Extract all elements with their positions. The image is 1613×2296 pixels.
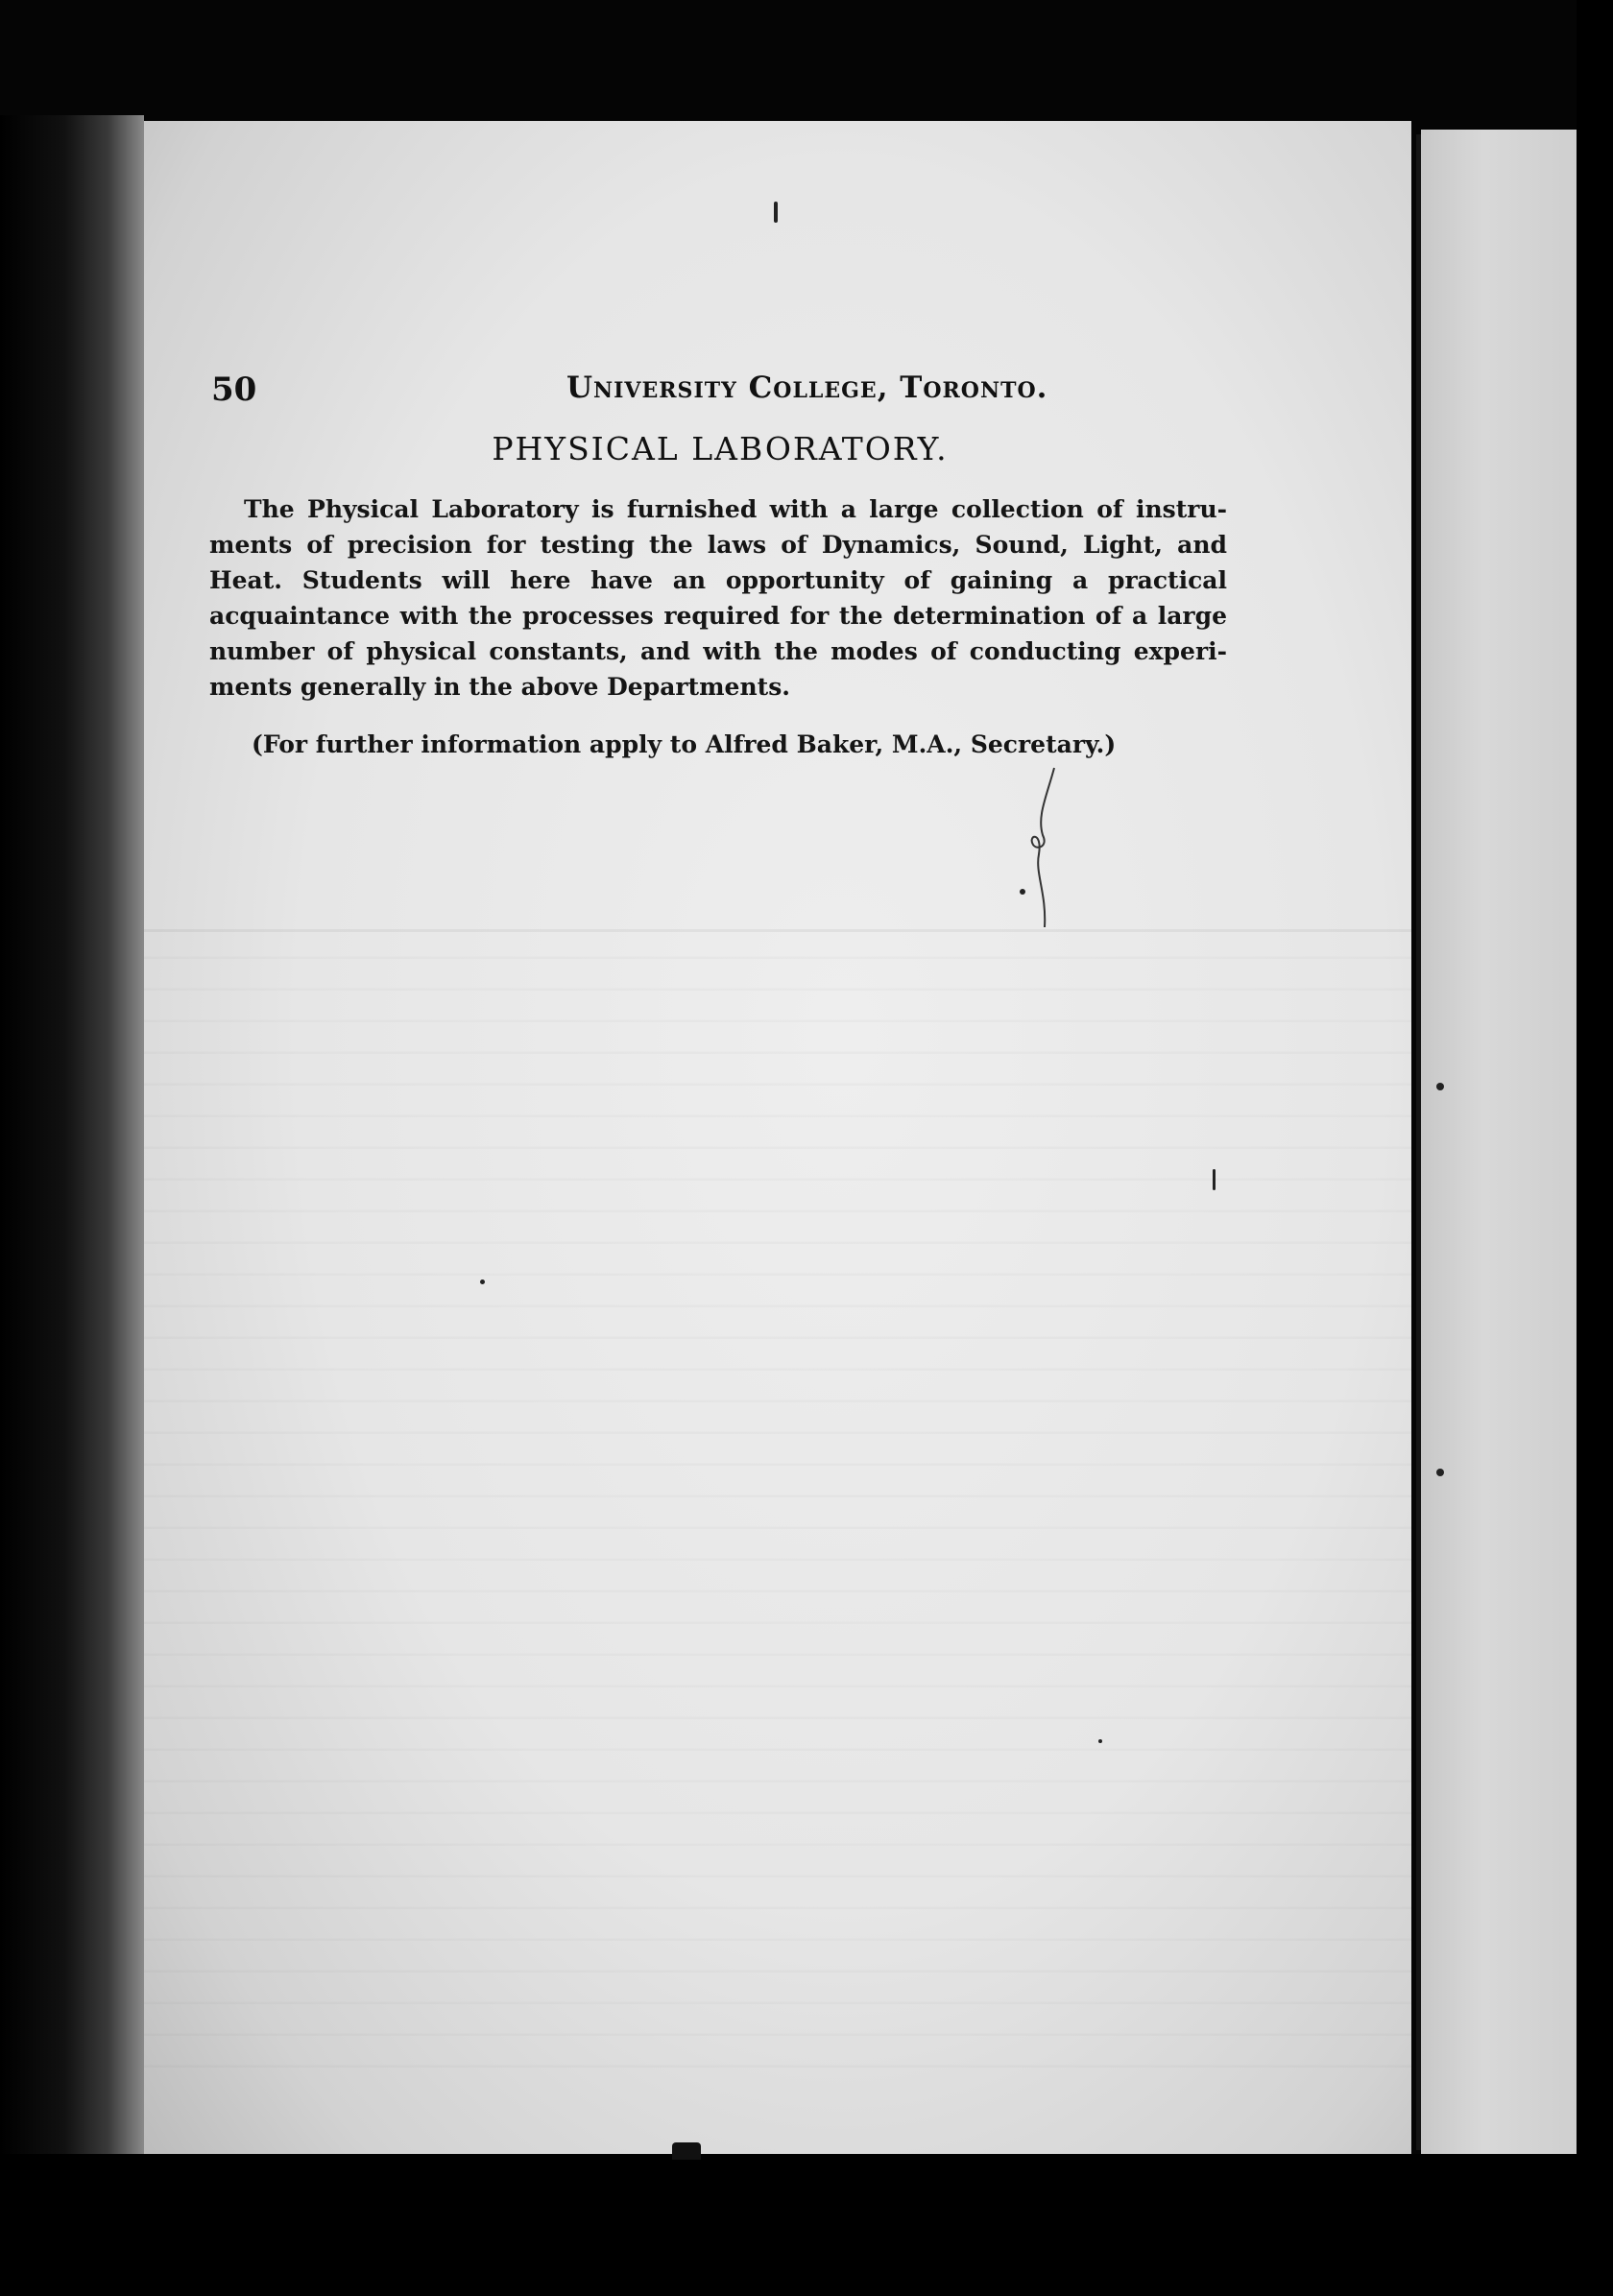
running-head: University College, Toronto. bbox=[566, 371, 1048, 405]
ink-speck bbox=[1436, 1083, 1444, 1090]
ink-speck bbox=[1213, 1169, 1216, 1190]
book-spine-edge bbox=[0, 115, 144, 2188]
bleed-through-area bbox=[144, 927, 1411, 2079]
paragraph-line: number of physical constants, and with the modes of conducting experi- bbox=[209, 637, 1227, 665]
ink-speck bbox=[480, 1280, 485, 1284]
clip-mark bbox=[672, 2142, 701, 2160]
ink-speck bbox=[1098, 1739, 1102, 1743]
ink-speck bbox=[774, 202, 778, 223]
section-title: PHYSICAL LABORATORY. bbox=[492, 430, 949, 467]
paragraph-line: The Physical Laboratory is furnished with a large collection of instru- bbox=[244, 495, 1227, 523]
ink-speck bbox=[1436, 1469, 1444, 1476]
right-shadow bbox=[1577, 0, 1613, 2296]
pencil-mark bbox=[999, 758, 1056, 931]
paragraph-line: Heat. Students will here have an opportunity of gaining a practical bbox=[209, 566, 1227, 594]
paragraph-line: ments of precision for testing the laws of Dynamics, Sound, Light, and bbox=[209, 531, 1227, 559]
gutter-line bbox=[1416, 134, 1421, 2150]
page-number: 50 bbox=[211, 371, 257, 409]
bottom-shadow bbox=[0, 2154, 1613, 2296]
paragraph-line: ments generally in the above Departments. bbox=[209, 673, 790, 701]
contact-note: (For further information apply to Alfred Baker, M.A., Secretary.) bbox=[252, 730, 1117, 758]
paragraph-line: acquaintance with the processes required for the determination of a large bbox=[209, 602, 1227, 630]
laboratory-paragraph bbox=[209, 491, 1227, 705]
ink-speck bbox=[1020, 889, 1025, 895]
book-page bbox=[144, 121, 1411, 2154]
facing-page-edge bbox=[1421, 130, 1577, 2155]
